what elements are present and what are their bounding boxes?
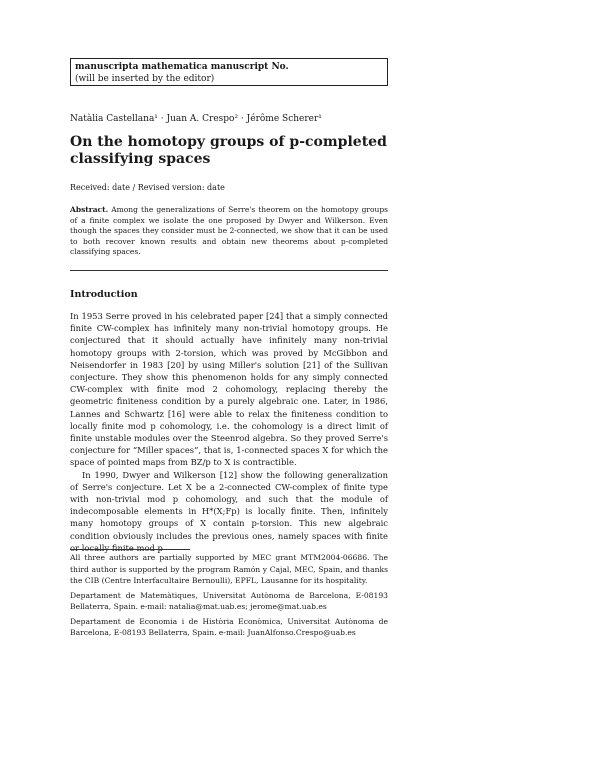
section-heading: Introduction xyxy=(70,289,138,300)
abstract-text: Among the generalizations of Serre's theorem on the homotopy groups of a finite complex we isolate the one proposed by Dwyer and Wilkerson. Even though the spaces they consider must be 2-connected, we show that it can be used to both recover known results and obtain new theorems about p-completed classifying spaces. xyxy=(70,205,388,256)
abstract xyxy=(70,205,388,258)
received-dates: Received: date / Revised version: date xyxy=(70,183,225,192)
paragraph-2: In 1990, Dwyer and Wilkerson [12] show the following generalization of Serre's conjecture. Let X be a 2-connected CW-complex of finite type with non-trivial mod p cohomology, and such that the module of indecomposable elements in H*(X;Fp) is locally finite. Then, infinitely many homotopy groups of X contain p-torsion. This new algebraic condition obviously includes the previous ones, namely spaces with finite or locally finite mod p xyxy=(70,469,388,553)
footnote-affiliation-1: Departament de Matemàtiques, Universitat Autònoma de Barcelona, E-08193 Bellaterra, Spain. e-mail: natalia@mat.uab.es; jerome@mat.uab.es xyxy=(70,590,388,611)
author-list: Natàlia Castellana¹ · Juan A. Crespo² · Jérôme Scherer¹ xyxy=(70,114,322,124)
footnote-support: All three authors are partially supported by MEC grant MTM2004-06686. The third author is supported by the program Ramón y Cajal, MEC, Spain, and thanks the CIB (Centre Interfacultaire Bernoulli), EPFL, Lausanne for its hospitality. xyxy=(70,553,388,585)
paper-title: On the homotopy groups of p-completed classifying spaces xyxy=(70,134,387,167)
footnotes xyxy=(70,552,388,642)
footnote-divider xyxy=(70,549,190,550)
journal-name: manuscripta mathematica manuscript No. xyxy=(75,62,289,72)
abstract-label: Abstract. xyxy=(70,205,109,214)
footnote-affiliation-2: Departament de Economia i de Història Econòmica, Universitat Autònoma de Barcelona, E-08193 Bellaterra, Spain. e-mail: JuanAlfonso.Crespo@uab.es xyxy=(70,616,388,637)
abstract-divider xyxy=(70,270,388,271)
journal-header-box xyxy=(70,58,388,86)
body-text xyxy=(70,310,388,554)
editor-note: (will be inserted by the editor) xyxy=(75,74,215,84)
paragraph-1: In 1953 Serre proved in his celebrated paper [24] that a simply connected finite CW-complex has infinitely many non-trivial homotopy groups. He conjectured that it should actually have infinitely many non-trivial homotopy groups with 2-torsion, which was proved by McGibbon and Neisendorfer in 1983 [20] by using Miller's solution [21] of the Sullivan conjecture. They show this phenomenon holds for any simply connected CW-complex with finite mod 2 cohomology, replacing thereby the geometric finiteness condition by a purely algebraic one. Later, in 1986, Lannes and Schwartz [16] were able to relax the finiteness condition to locally finite mod p cohomology, i.e. the cohomology is a direct limit of finite unstable modules over the Steenrod algebra. So they proved Serre's conjecture for “Miller spaces”, that is, 1-connected spaces X for which the space of pointed maps from BZ/p to X is contractible. xyxy=(70,311,388,468)
